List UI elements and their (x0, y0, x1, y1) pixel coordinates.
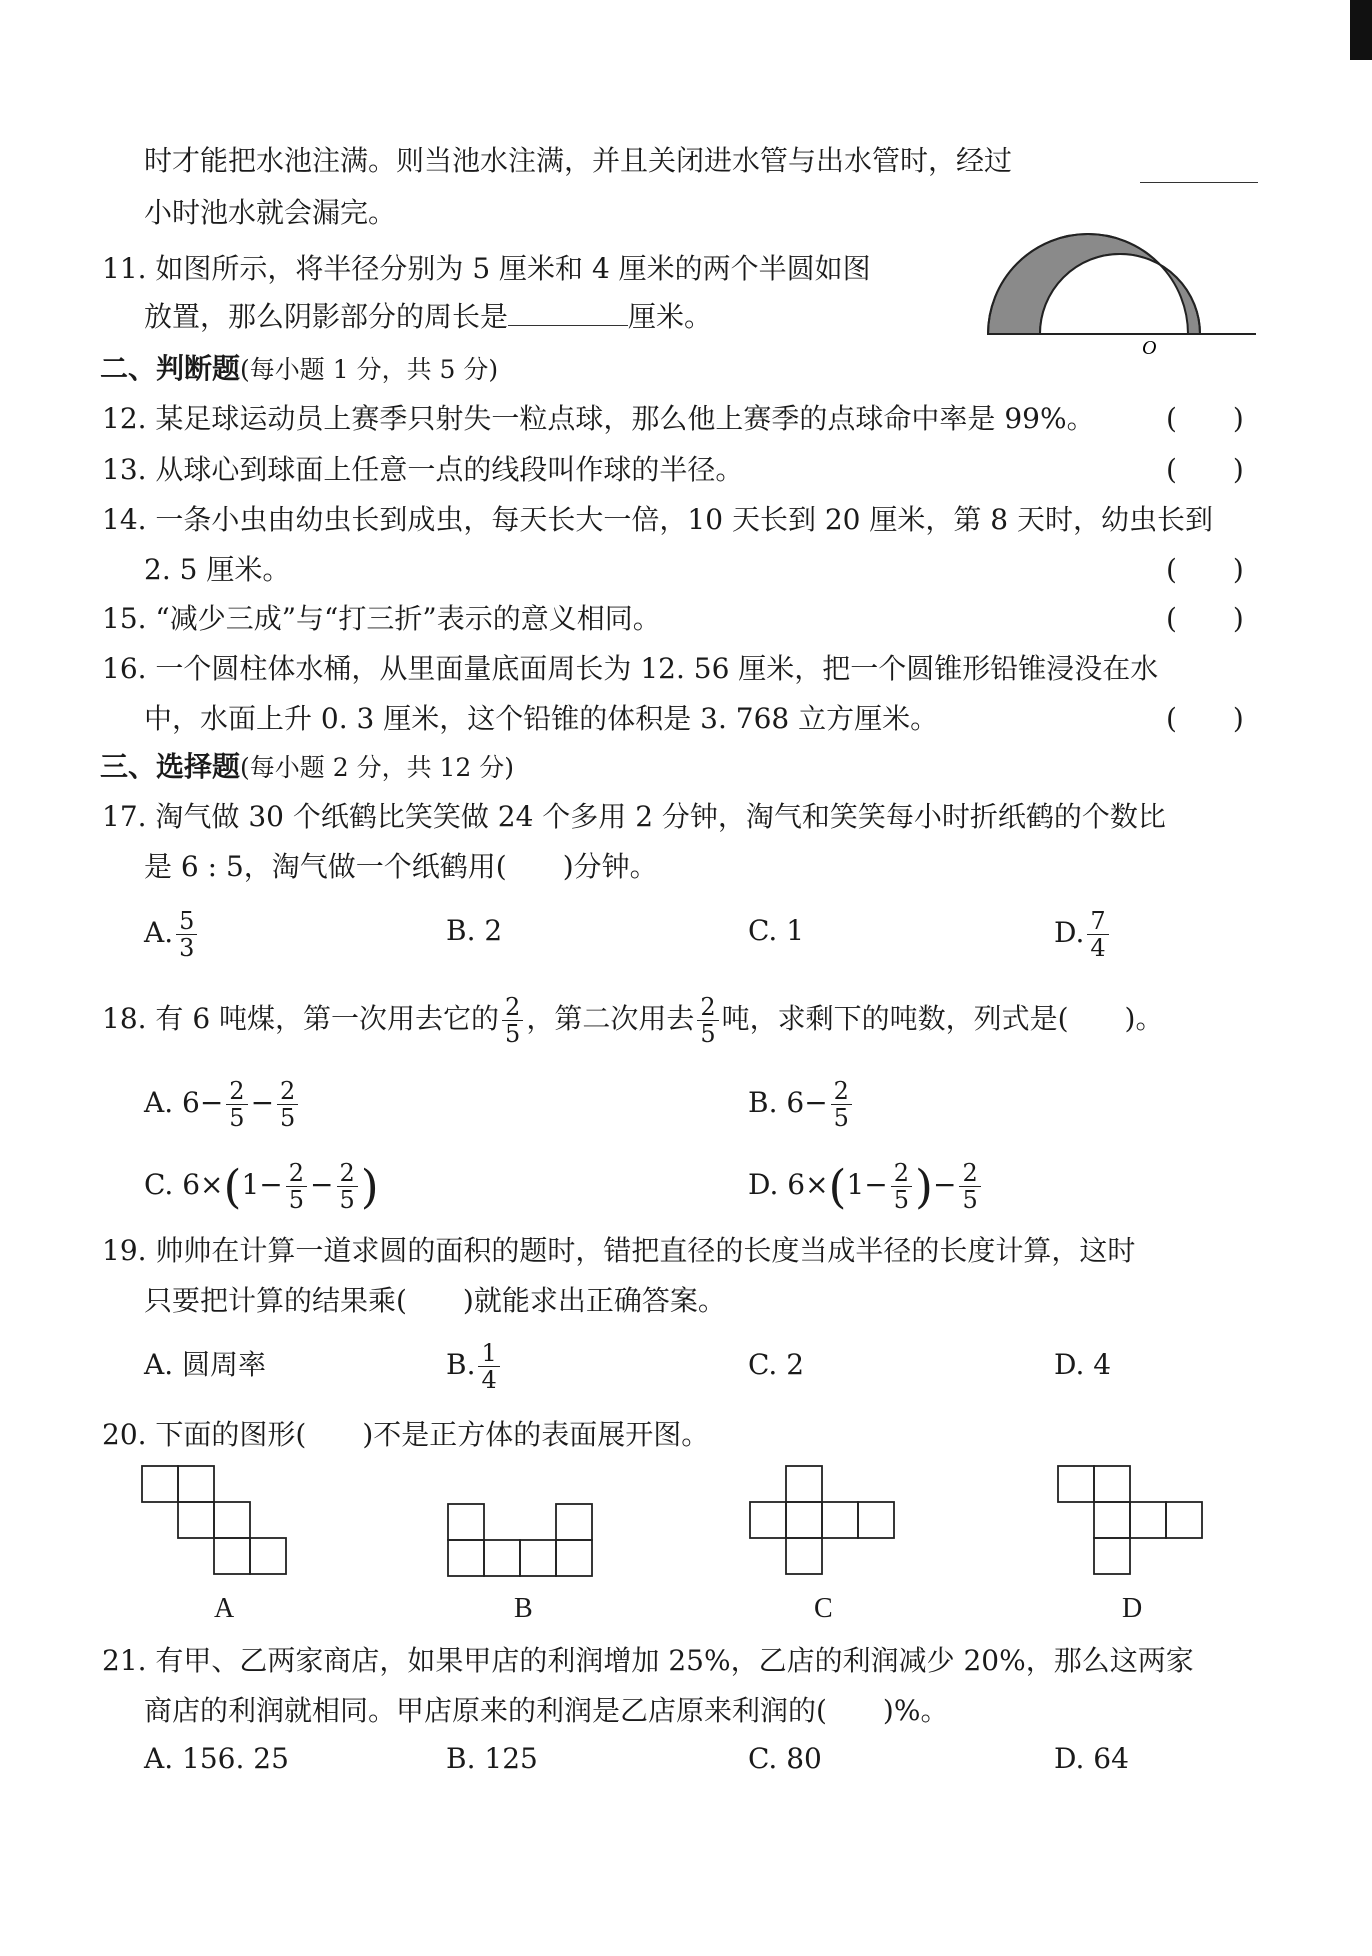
q12-text: 12. 某足球运动员上赛季只射失一粒点球，那么他上赛季的点球命中率是 99%。 (102, 402, 1095, 435)
q10-line1: 时才能把水池注满。则当池水注满，并且关闭进水管与出水管时，经过 (144, 144, 1013, 177)
q17-option-c[interactable]: C. 1 (748, 914, 805, 947)
q11-line2 (144, 298, 712, 336)
q15-answer-paren[interactable]: ( ) (1166, 602, 1244, 635)
q19-option-c[interactable]: C. 2 (748, 1348, 805, 1381)
q17-a-label: A. (144, 916, 174, 949)
q17-a-fraction: $\frac{5}{3}$ (176, 908, 197, 961)
scan-edge-bar (1350, 0, 1372, 60)
q14-line1: 14. 一条小虫由幼虫长到成虫，每天长大一倍，10 天长到 20 厘米，第 8 天时，幼虫长到 (102, 503, 1214, 536)
q11-line2-b: 厘米。 (628, 300, 713, 333)
q14-line2: 2. 5 厘米。 (144, 553, 291, 586)
q20-text: 20. 下面的图形( )不是正方体的表面展开图。 (102, 1418, 710, 1451)
q21-line1: 21. 有甲、乙两家商店，如果甲店的利润增加 25%，乙店的利润减少 20%，那么这两家 (102, 1644, 1194, 1677)
q18-option-c[interactable]: C. 6×(1− $\frac{2}{5}$ − $\frac{2}{5}$ ) (144, 1159, 379, 1214)
q16-answer-paren[interactable]: ( ) (1166, 702, 1244, 735)
q21-option-a[interactable]: A. 156. 25 (144, 1742, 289, 1775)
q18-option-a[interactable]: A. 6− $\frac{2}{5}$ − $\frac{2}{5}$ (144, 1078, 301, 1131)
q19-b-fraction: $\frac{1}{4}$ (478, 1340, 499, 1393)
q18-option-b[interactable]: B. 6− $\frac{2}{5}$ (748, 1078, 855, 1131)
q18-fraction-1: $\frac{2}{5}$ (502, 994, 523, 1047)
q16-line2: 中，水面上升 0. 3 厘米，这个铅锥的体积是 3. 768 立方厘米。 (144, 702, 939, 735)
q21-option-c[interactable]: C. 80 (748, 1742, 822, 1775)
q19-line2: 只要把计算的结果乘( )就能求出正确答案。 (144, 1284, 726, 1317)
section2-heading (100, 350, 498, 389)
section2-title: 二、判断题 (100, 352, 241, 385)
figure-label-o: O (1142, 337, 1157, 359)
q13-text: 13. 从球心到球面上任意一点的线段叫作球的半径。 (102, 453, 744, 486)
q10-line2: 小时池水就会漏完。 (144, 196, 397, 229)
section3-title: 三、选择题 (100, 750, 241, 783)
q19-option-b[interactable]: B. $\frac{1}{4}$ (446, 1340, 503, 1393)
net-label-a: A (214, 1593, 235, 1624)
cube-net-a[interactable] (140, 1464, 310, 1592)
q21-option-b[interactable]: B. 125 (446, 1742, 538, 1775)
q18-option-d[interactable]: D. 6×(1− $\frac{2}{5}$ )− $\frac{2}{5}$ (748, 1160, 984, 1213)
q17-option-a[interactable] (144, 908, 200, 961)
net-label-b: B (514, 1593, 533, 1624)
q19-line1: 19. 帅帅在计算一道求圆的面积的题时，错把直径的长度当成半径的长度计算，这时 (102, 1234, 1136, 1267)
q11-answer-blank[interactable] (508, 299, 628, 326)
q17-line2: 是 6 : 5，淘气做一个纸鹤用( )分钟。 (144, 850, 658, 883)
cube-net-b[interactable] (446, 1502, 606, 1582)
q12-answer-paren[interactable]: ( ) (1166, 402, 1244, 435)
q11-line2-a: 放置，那么阴影部分的周长是 (144, 300, 509, 333)
section3-heading (100, 748, 514, 787)
q17-line1: 17. 淘气做 30 个纸鹤比笑笑做 24 个多用 2 分钟，淘气和笑笑每小时折纸鹤的个数比 (102, 800, 1166, 833)
section2-note: (每小题 1 分，共 5 分) (240, 355, 499, 384)
cube-net-c[interactable] (748, 1464, 908, 1584)
two-semicircles-figure (980, 246, 1260, 359)
q17-option-b[interactable]: B. 2 (446, 914, 503, 947)
q18-fraction-2: $\frac{2}{5}$ (697, 994, 718, 1047)
q19-option-d[interactable]: D. 4 (1054, 1348, 1112, 1381)
q18-stem: 18. 有 6 吨煤，第一次用去它的 $\frac{2}{5}$ ，第二次用去 $\frac{2}{5}$ 吨，求剩下的吨数，列式是( )。 (102, 993, 1164, 1048)
q13-answer-paren[interactable]: ( ) (1166, 453, 1244, 486)
q17-option-d[interactable] (1054, 908, 1112, 961)
q15-text: 15. “减少三成”与“打三折”表示的意义相同。 (102, 602, 661, 635)
q21-line2: 商店的利润就相同。甲店原来的利润是乙店原来利润的( )%。 (144, 1694, 949, 1727)
cube-net-d[interactable] (1056, 1464, 1216, 1584)
net-label-c: C (814, 1593, 833, 1624)
q19-option-a[interactable]: A. 圆周率 (144, 1348, 267, 1381)
section3-note: (每小题 2 分，共 12 分) (240, 753, 515, 782)
q17-d-label: D. (1054, 916, 1085, 949)
q14-answer-paren[interactable]: ( ) (1166, 553, 1244, 586)
q11-line1: 11. 如图所示，将半径分别为 5 厘米和 4 厘米的两个半圆如图 (102, 252, 871, 285)
q17-d-fraction: $\frac{7}{4}$ (1087, 908, 1108, 961)
net-label-d: D (1122, 1593, 1143, 1624)
q21-option-d[interactable]: D. 64 (1054, 1742, 1129, 1775)
q10-answer-blank[interactable] (1140, 156, 1258, 183)
q16-line1: 16. 一个圆柱体水桶，从里面量底面周长为 12. 56 厘米，把一个圆锥形铅锥浸没在水 (102, 652, 1159, 685)
